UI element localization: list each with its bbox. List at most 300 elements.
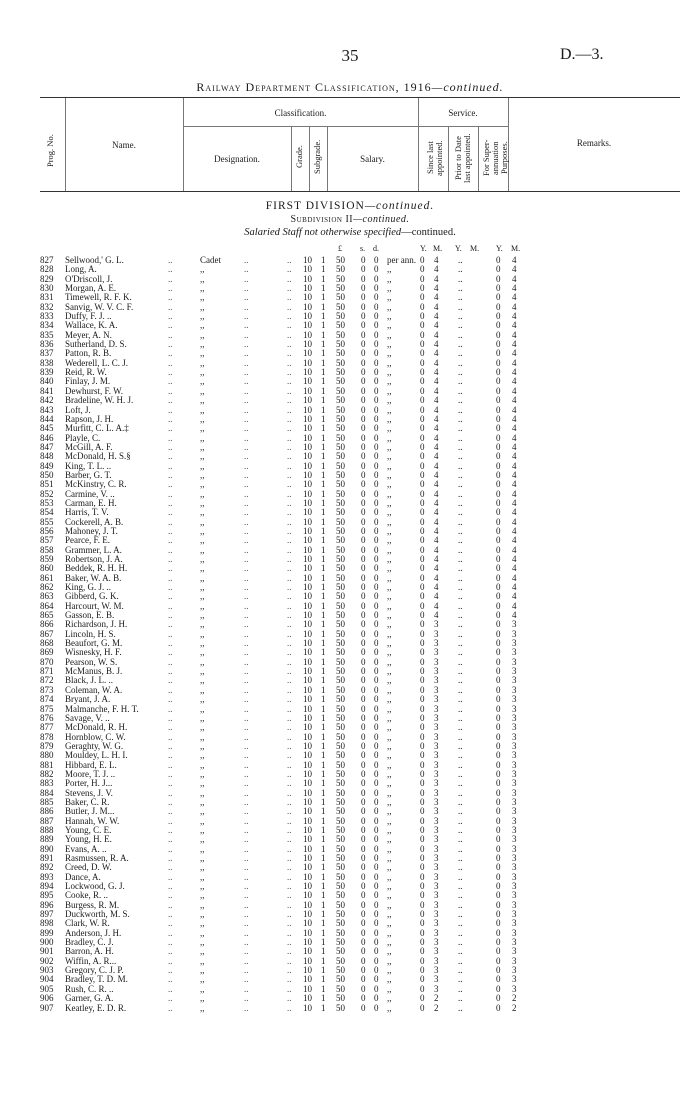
since-last-years: 0: [420, 694, 425, 705]
leader-dots: ..: [244, 834, 249, 845]
since-last-years: 0: [420, 535, 425, 546]
since-last-months: 4: [434, 600, 439, 611]
superannuation-years: 0: [496, 843, 501, 854]
table-row: [0, 789, 700, 798]
unit-row: [0, 244, 700, 254]
staff-name: Mahoney, J. T.: [65, 526, 118, 536]
prior-service: ..: [458, 927, 463, 938]
superannuation-years: 0: [496, 918, 501, 929]
staff-name: Morgan, A. E.: [65, 284, 117, 294]
salary-period: ,,: [387, 591, 392, 602]
subgrade: 1: [321, 432, 326, 443]
designation: ,,: [200, 806, 205, 817]
leader-dots: ..: [287, 628, 292, 639]
table-row: [0, 901, 700, 910]
superannuation-months: 3: [512, 937, 517, 948]
superannuation-years: 0: [496, 731, 501, 742]
row-number: 847: [40, 441, 54, 452]
leader-dots: ..: [168, 684, 173, 695]
row-number: 879: [40, 740, 54, 751]
subgrade: 1: [321, 684, 326, 695]
salary-shillings: 0: [361, 731, 366, 742]
since-last-years: 0: [420, 806, 425, 817]
grade: 10: [303, 656, 312, 667]
staff-name: Sutherland, D. S.: [65, 340, 127, 350]
salary-period: ,,: [387, 525, 392, 536]
since-last-months: 3: [434, 918, 439, 929]
superannuation-months: 4: [512, 460, 517, 471]
salary-pounds: 50: [336, 965, 345, 976]
subgrade: 1: [321, 329, 326, 340]
salary-pounds: 50: [336, 675, 345, 686]
superannuation-years: 0: [496, 600, 501, 611]
superannuation-months: 3: [512, 918, 517, 929]
superannuation-years: 0: [496, 909, 501, 920]
salary-period: ,,: [387, 862, 392, 873]
superannuation-months: 4: [512, 525, 517, 536]
leader-dots: ..: [168, 722, 173, 733]
salary-period: ,,: [387, 927, 392, 938]
table-row: [0, 835, 700, 844]
superannuation-years: 0: [496, 853, 501, 863]
salary-shillings: 0: [361, 843, 366, 854]
salary-period: ,,: [387, 806, 392, 817]
superannuation-months: 4: [512, 516, 517, 527]
prior-service: ..: [458, 909, 463, 920]
superannuation-years: 0: [496, 796, 501, 807]
prior-service: ..: [458, 759, 463, 770]
salary-period: ,,: [387, 890, 392, 901]
salary-period: ,,: [387, 796, 392, 807]
salary-period: ,,: [387, 909, 392, 920]
leader-dots: ..: [287, 974, 292, 985]
grade: 10: [303, 843, 312, 854]
table-row: [0, 546, 700, 555]
designation: ,,: [200, 423, 205, 434]
salary-period: ,,: [387, 815, 392, 826]
salary-period: ,,: [387, 497, 392, 508]
salary-pence: 0: [374, 525, 379, 536]
prior-service: ..: [458, 255, 463, 265]
salary-pounds: 50: [336, 703, 345, 714]
since-last-years: 0: [420, 927, 425, 938]
designation: ,,: [200, 292, 205, 303]
leader-dots: ..: [244, 507, 249, 518]
since-last-years: 0: [420, 311, 425, 322]
salary-pounds: 50: [336, 778, 345, 789]
staff-name: Geraghty, W. G.: [65, 741, 124, 751]
leader-dots: ..: [168, 610, 173, 621]
salary-period: ,,: [387, 320, 392, 331]
designation: ,,: [200, 311, 205, 322]
subgrade: 1: [321, 525, 326, 536]
unit-pounds: £: [338, 244, 342, 253]
superannuation-months: 4: [512, 283, 517, 294]
superannuation-years: 0: [496, 376, 501, 387]
since-last-years: 0: [420, 385, 425, 396]
subgrade: 1: [321, 357, 326, 368]
header-divider: [183, 126, 508, 127]
staff-name: Carmine, V. ..: [65, 489, 115, 499]
since-last-months: 4: [434, 479, 439, 490]
salary-shillings: 0: [361, 441, 366, 452]
prior-service: ..: [458, 451, 463, 462]
since-last-months: 4: [434, 525, 439, 536]
table-row: [0, 564, 700, 573]
leader-dots: ..: [244, 824, 249, 835]
salary-period: ,,: [387, 572, 392, 583]
salary-period: ,,: [387, 516, 392, 527]
staff-name: Evans, A. ..: [65, 844, 107, 854]
subgrade: 1: [321, 937, 326, 948]
salary-pounds: 50: [336, 395, 345, 406]
leader-dots: ..: [168, 703, 173, 714]
designation: ,,: [200, 993, 205, 1004]
salary-shillings: 0: [361, 591, 366, 602]
salary-shillings: 0: [361, 768, 366, 779]
salary-period: ,,: [387, 395, 392, 406]
since-last-years: 0: [420, 460, 425, 471]
superannuation-years: 0: [496, 432, 501, 443]
superannuation-years: 0: [496, 675, 501, 686]
leader-dots: ..: [244, 955, 249, 966]
since-last-months: 4: [434, 582, 439, 593]
staff-name: Patton, R. B.: [65, 349, 112, 359]
leader-dots: ..: [168, 740, 173, 751]
designation: ,,: [200, 787, 205, 798]
staff-name: Barron, A. H.: [65, 947, 114, 957]
salary-pence: 0: [374, 395, 379, 406]
since-last-years: 0: [420, 703, 425, 714]
leader-dots: ..: [287, 264, 292, 275]
salary-pounds: 50: [336, 927, 345, 938]
since-last-months: 3: [434, 778, 439, 789]
prior-service: ..: [458, 937, 463, 948]
prior-service: ..: [458, 432, 463, 443]
leader-dots: ..: [244, 647, 249, 658]
superannuation-years: 0: [496, 320, 501, 331]
leader-dots: ..: [168, 413, 173, 424]
subgrade: 1: [321, 890, 326, 901]
since-last-months: 4: [434, 507, 439, 518]
staff-name: Reid, R. W.: [65, 368, 107, 378]
superannuation-months: 3: [512, 983, 517, 994]
salary-period: ,,: [387, 600, 392, 611]
salary-shillings: 0: [361, 1002, 366, 1013]
since-last-months: 4: [434, 460, 439, 471]
since-last-years: 0: [420, 329, 425, 340]
since-last-months: 3: [434, 787, 439, 798]
leader-dots: ..: [168, 488, 173, 499]
table-row: [0, 293, 700, 302]
grade: 10: [303, 544, 312, 555]
table-row: [0, 321, 700, 330]
prior-service: ..: [458, 404, 463, 415]
salary-shillings: 0: [361, 712, 366, 723]
salary-pence: 0: [374, 853, 379, 863]
leader-dots: ..: [244, 675, 249, 686]
since-last-years: 0: [420, 404, 425, 415]
salary-period: ,,: [387, 974, 392, 985]
superannuation-months: 4: [512, 535, 517, 546]
salary-period: ,,: [387, 628, 392, 639]
leader-dots: ..: [244, 535, 249, 546]
salary-pounds: 50: [336, 881, 345, 892]
superannuation-months: 2: [512, 993, 517, 1004]
leader-dots: ..: [168, 432, 173, 443]
since-last-years: 0: [420, 853, 425, 863]
table-row: [0, 854, 700, 863]
staff-name: Stevens, J. V.: [65, 788, 113, 798]
subgrade: 1: [321, 376, 326, 387]
leader-dots: ..: [168, 582, 173, 593]
salary-period: ,,: [387, 404, 392, 415]
subgrade: 1: [321, 544, 326, 555]
salary-pence: 0: [374, 796, 379, 807]
staff-name: Cooke, R. ..: [65, 891, 109, 901]
salary-pounds: 50: [336, 516, 345, 527]
grade: 10: [303, 983, 312, 994]
designation: ,,: [200, 722, 205, 733]
superannuation-years: 0: [496, 292, 501, 303]
salary-pence: 0: [374, 497, 379, 508]
leader-dots: ..: [168, 385, 173, 396]
table-row: [0, 396, 700, 405]
leader-dots: ..: [168, 909, 173, 920]
salary-pounds: 50: [336, 619, 345, 630]
unit-months-super: M.: [511, 244, 521, 253]
designation: ,,: [200, 965, 205, 976]
since-last-years: 0: [420, 656, 425, 667]
salary-pence: 0: [374, 479, 379, 490]
grade: 10: [303, 460, 312, 471]
salary-shillings: 0: [361, 563, 366, 574]
subgrade: 1: [321, 628, 326, 639]
leader-dots: ..: [168, 1002, 173, 1013]
row-number: 833: [40, 311, 54, 322]
superannuation-years: 0: [496, 525, 501, 536]
since-last-months: 3: [434, 656, 439, 667]
leader-dots: ..: [244, 469, 249, 480]
staff-name: Porter, H. J...: [65, 779, 113, 789]
salary-pence: 0: [374, 572, 379, 583]
since-last-months: 4: [434, 320, 439, 331]
table-row: [0, 377, 700, 386]
since-last-years: 0: [420, 264, 425, 275]
since-last-months: 3: [434, 740, 439, 751]
superannuation-years: 0: [496, 591, 501, 602]
subgrade: 1: [321, 965, 326, 976]
salary-pence: 0: [374, 778, 379, 789]
row-number: 867: [40, 628, 54, 639]
table-row: [0, 751, 700, 760]
leader-dots: ..: [244, 974, 249, 985]
leader-dots: ..: [244, 357, 249, 368]
grade: 10: [303, 647, 312, 658]
unit-months-since: M.: [433, 244, 443, 253]
salary-pounds: 50: [336, 834, 345, 845]
salary-pounds: 50: [336, 815, 345, 826]
since-last-months: 3: [434, 946, 439, 957]
salary-period: ,,: [387, 423, 392, 434]
leader-dots: ..: [287, 563, 292, 574]
salary-pounds: 50: [336, 824, 345, 835]
salary-period: ,,: [387, 694, 392, 705]
row-number: 893: [40, 871, 54, 882]
staff-name: Mouldey, L. H. I.: [65, 751, 128, 761]
since-last-months: 3: [434, 937, 439, 948]
superannuation-years: 0: [496, 255, 501, 265]
superannuation-months: 4: [512, 301, 517, 312]
superannuation-years: 0: [496, 367, 501, 378]
salary-pounds: 50: [336, 740, 345, 751]
superannuation-years: 0: [496, 927, 501, 938]
row-number: 854: [40, 507, 54, 518]
salary-shillings: 0: [361, 582, 366, 593]
since-last-years: 0: [420, 497, 425, 508]
salary-period: ,,: [387, 535, 392, 546]
salary-pounds: 50: [336, 525, 345, 536]
grade: 10: [303, 796, 312, 807]
since-last-years: 0: [420, 469, 425, 480]
salary-shillings: 0: [361, 993, 366, 1004]
prior-service: ..: [458, 666, 463, 677]
prior-service: ..: [458, 796, 463, 807]
leader-dots: ..: [287, 376, 292, 387]
salary-pounds: 50: [336, 572, 345, 583]
leader-dots: ..: [287, 881, 292, 892]
prior-service: ..: [458, 778, 463, 789]
superannuation-months: 3: [512, 712, 517, 723]
designation: ,,: [200, 591, 205, 602]
leader-dots: ..: [244, 1002, 249, 1013]
leader-dots: ..: [244, 909, 249, 920]
subgrade: 1: [321, 273, 326, 284]
salary-period: ,,: [387, 656, 392, 667]
subgrade: 1: [321, 413, 326, 424]
salary-pounds: 50: [336, 544, 345, 555]
table-row: [0, 583, 700, 592]
grade: 10: [303, 311, 312, 322]
leader-dots: ..: [244, 731, 249, 742]
table-row: [0, 845, 700, 854]
designation: ,,: [200, 666, 205, 677]
superannuation-months: 3: [512, 666, 517, 677]
salary-shillings: 0: [361, 834, 366, 845]
staff-name: Dance, A.: [65, 872, 101, 882]
superannuation-years: 0: [496, 768, 501, 779]
salary-period: ,,: [387, 544, 392, 555]
superannuation-months: 3: [512, 871, 517, 882]
since-last-months: 3: [434, 619, 439, 630]
since-last-years: 0: [420, 479, 425, 490]
superannuation-years: 0: [496, 778, 501, 789]
subgrade: 1: [321, 638, 326, 649]
subgrade: 1: [321, 516, 326, 527]
leader-dots: ..: [244, 759, 249, 770]
designation: ,,: [200, 479, 205, 490]
salary-shillings: 0: [361, 656, 366, 667]
leader-dots: ..: [287, 712, 292, 723]
salary-pounds: 50: [336, 806, 345, 817]
leader-dots: ..: [287, 497, 292, 508]
row-number: 905: [40, 983, 54, 994]
salary-shillings: 0: [361, 329, 366, 340]
prior-service: ..: [458, 843, 463, 854]
since-last-months: 4: [434, 497, 439, 508]
salary-pence: 0: [374, 759, 379, 770]
salary-period: ,,: [387, 684, 392, 695]
since-last-years: 0: [420, 357, 425, 368]
prior-service: ..: [458, 834, 463, 845]
salary-period: ,,: [387, 460, 392, 471]
prior-service: ..: [458, 488, 463, 499]
table-row: [0, 424, 700, 433]
salary-pounds: 50: [336, 283, 345, 294]
row-number: 886: [40, 806, 54, 817]
staff-name: Keatley, E. D. R.: [65, 1003, 127, 1013]
division-title: [0, 200, 700, 212]
salary-period: ,,: [387, 946, 392, 957]
salary-pounds: 50: [336, 955, 345, 966]
salary-pence: 0: [374, 385, 379, 396]
since-last-years: 0: [420, 451, 425, 462]
designation: ,,: [200, 1002, 205, 1013]
leader-dots: ..: [244, 965, 249, 976]
salary-pence: 0: [374, 918, 379, 929]
leader-dots: ..: [168, 423, 173, 434]
superannuation-months: 4: [512, 572, 517, 583]
grade: 10: [303, 395, 312, 406]
salary-shillings: 0: [361, 722, 366, 733]
salary-pence: 0: [374, 647, 379, 658]
superannuation-months: 3: [512, 881, 517, 892]
salary-pence: 0: [374, 927, 379, 938]
table-row: [0, 349, 700, 358]
salary-pence: 0: [374, 367, 379, 378]
table-row: [0, 452, 700, 461]
subgrade: 1: [321, 993, 326, 1004]
since-last-months: 4: [434, 385, 439, 396]
leader-dots: ..: [168, 404, 173, 415]
staff-table-body: [0, 256, 700, 1013]
superannuation-months: 4: [512, 591, 517, 602]
salary-shillings: 0: [361, 862, 366, 873]
leader-dots: ..: [168, 255, 173, 265]
superannuation-months: 3: [512, 843, 517, 854]
row-number: 890: [40, 843, 54, 854]
staff-name: Bryant, J. A.: [65, 695, 111, 705]
staff-name: Long, A.: [65, 265, 97, 275]
leader-dots: ..: [244, 778, 249, 789]
header-subgrade: Subgrade.: [312, 139, 322, 175]
grade: 10: [303, 862, 312, 873]
leader-dots: ..: [287, 684, 292, 695]
superannuation-months: 3: [512, 638, 517, 649]
prior-service: ..: [458, 656, 463, 667]
superannuation-years: 0: [496, 619, 501, 630]
table-row: [0, 490, 700, 499]
salary-shillings: 0: [361, 628, 366, 639]
superannuation-years: 0: [496, 638, 501, 649]
since-last-months: 4: [434, 432, 439, 443]
salary-pence: 0: [374, 423, 379, 434]
since-last-years: 0: [420, 413, 425, 424]
staff-name: Barber, G. T.: [65, 470, 112, 480]
leader-dots: ..: [244, 927, 249, 938]
designation: ,,: [200, 404, 205, 415]
staff-name: Lincoln, H. S.: [65, 629, 116, 639]
